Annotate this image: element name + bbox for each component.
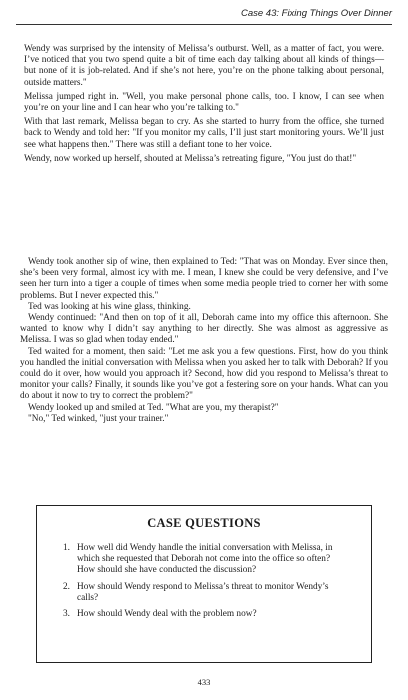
- running-header: [16, 4, 392, 25]
- question-text: How should Wendy respond to Melissa’s threat to monitor Wendy’s calls?: [77, 581, 329, 603]
- running-title: Case 43: Fixing Things Over Dinner: [240, 8, 392, 19]
- case-questions-box: [36, 505, 372, 663]
- question-number: 1.: [63, 543, 70, 553]
- body-text-lower: [20, 257, 388, 425]
- paragraph: Wendy took another sip of wine, then explained to Ted: "That was on Monday. Ever since then, she’s been very formal, almost icy with me. I mean, I knew she could be very defensive, and I’ve seen her turn into a tiger a couple of times when some media people tried to corner her with some problems. But I never expected this.": [20, 257, 388, 301]
- list-item: [63, 543, 349, 577]
- body-text-upper: [24, 44, 384, 168]
- question-number: 3.: [63, 609, 70, 620]
- paragraph: Ted waited for a moment, then said: "Let me ask you a few questions. First, how do you think you handled the initial conversation with Melissa when you asked her to talk with Deborah? If you could do it over, how would you approach it? Second, how did you respond to Melissa’s threat to monitor your calls? Finally, it sounds like you’ve got a festering sore on your hands. What can you do about it now to try to correct the problem?": [20, 346, 388, 402]
- list-item: [63, 609, 349, 620]
- paragraph: Wendy looked up and smiled at Ted. "What are you, my therapist?": [28, 402, 279, 413]
- paragraph: "No," Ted winked, "just your trainer.": [28, 413, 169, 424]
- paragraph: Ted was looking at his wine glass, thinking.: [28, 301, 191, 312]
- page-number: 433: [197, 677, 211, 687]
- case-questions-title: CASE QUESTIONS: [147, 516, 261, 530]
- question-text: How should Wendy deal with the problem now?: [77, 609, 257, 620]
- question-number: 2.: [63, 581, 70, 592]
- list-item: [63, 582, 349, 604]
- question-text: How well did Wendy handle the initial conversation with Melissa, in which she requested that Deborah not come into the office so often? How should she have conducted the discussion?: [77, 543, 333, 576]
- case-questions-list: [63, 543, 349, 620]
- paragraph: With that last remark, Melissa began to cry. As she started to hurry from the office, she turned back to Wendy and told her: "If you monitor my calls, I’ll just start monitoring yours. We’ll just see what happens then." There was still a defiant tone to her voice.: [24, 117, 384, 150]
- paragraph: Wendy continued: "And then on top of it all, Deborah came into my office this afternoon. She wanted to know why I didn’t say anything to her directly. She was almost as aggressive as Melissa. I was so glad when today ended.": [20, 313, 388, 346]
- paragraph: Wendy was surprised by the intensity of Melissa’s outburst. Well, as a matter of fact, you were. I’ve noticed that you two spend quite a bit of time each day talking about all kinds of things—but none of it is job-related. And if she’s not here, you’re on the phone talking about personal, outside matters.": [24, 44, 384, 88]
- paragraph: Wendy, now worked up herself, shouted at Melissa’s retreating figure, "You just do that!": [24, 153, 357, 164]
- paragraph: Melissa jumped right in. "Well, you make personal phone calls, too. I know, I can see when you’re on your line and I can hear who you’re talking to.": [24, 91, 384, 114]
